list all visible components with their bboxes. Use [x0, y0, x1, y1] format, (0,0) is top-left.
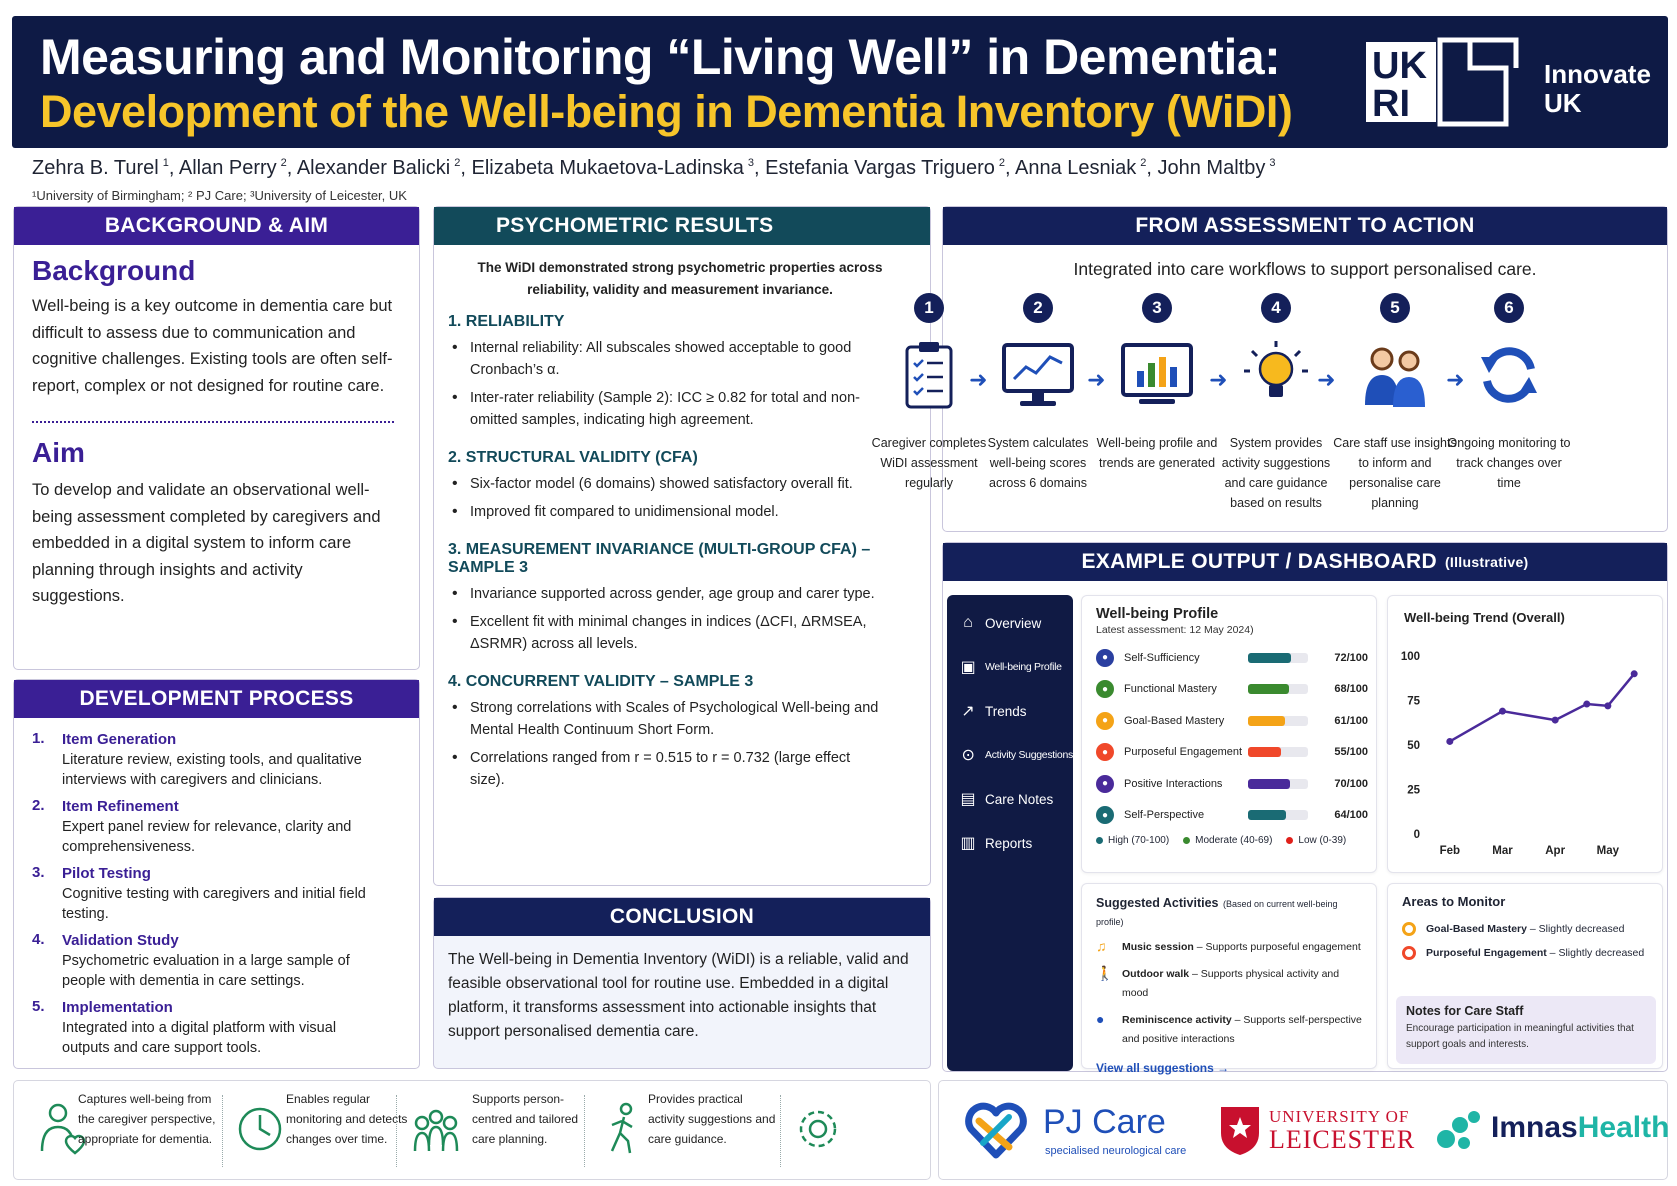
step-description: Cognitive testing with caregivers and initial field testing.	[62, 886, 366, 922]
nav-label: Overview	[985, 615, 1042, 631]
view-all-suggestions-link[interactable]: View all suggestions →	[1096, 1061, 1230, 1075]
leicester-shield-icon	[1219, 1105, 1261, 1157]
activity-description: – Supports physical activity and mood	[1122, 968, 1340, 999]
features-strip	[13, 1080, 931, 1180]
innovate-uk-logo	[1544, 60, 1651, 118]
development-process-panel	[13, 679, 420, 1069]
trend-point	[1604, 702, 1611, 709]
author-list	[32, 157, 1275, 180]
development-step	[32, 864, 405, 924]
action-step	[976, 293, 1100, 493]
profile-row	[1096, 642, 1376, 674]
profile-domain-label: Functional Mastery	[1124, 683, 1217, 696]
imnas-health-logo-mark	[1434, 1109, 1482, 1153]
wellbeing-trend-chart	[1388, 596, 1664, 874]
nav-label: Care Notes	[985, 791, 1054, 807]
profile-domain-label: Self-Sufficiency	[1124, 651, 1200, 664]
profile-score-fill	[1248, 779, 1290, 789]
bullet-text: Six-factor model (6 domains) showed satisfactory overall fit.	[470, 476, 853, 492]
suggested-activities-card	[1081, 883, 1377, 1075]
profile-score-fill	[1248, 747, 1281, 757]
clock-icon	[236, 1101, 284, 1162]
nav-item-reports[interactable]	[947, 821, 1073, 865]
profile-score-bar	[1248, 747, 1308, 757]
wellbeing-profile-card	[1081, 595, 1377, 873]
psychometric-bullet	[448, 387, 912, 431]
psychometric-bullet	[448, 697, 912, 741]
ukri-logo	[1366, 36, 1522, 128]
nav-item-overview[interactable]	[947, 601, 1073, 645]
leicester-line2: LEICESTER	[1269, 1125, 1416, 1154]
x-tick-label: Apr	[1545, 845, 1566, 857]
legend-item	[1286, 835, 1346, 846]
areas-to-monitor-card	[1387, 883, 1663, 1069]
arrow-right-icon: ➜	[1209, 367, 1228, 392]
trend-icon: ↗	[961, 703, 975, 720]
leicester-wordmark	[1269, 1107, 1415, 1153]
legend-swatch	[1286, 837, 1293, 844]
legend-swatch	[1183, 837, 1190, 844]
profile-row	[1096, 705, 1376, 737]
monitor-status: – Slightly decreased	[1526, 923, 1625, 935]
dashboard-header	[943, 543, 1667, 581]
development-process-header: DEVELOPMENT PROCESS	[14, 680, 419, 718]
monitor-chart-icon	[976, 335, 1100, 415]
health-name: Health	[1577, 1111, 1670, 1144]
step-number: 4.	[32, 931, 45, 948]
author-affiliation-number: 1	[162, 157, 169, 170]
warning-dot-icon	[1402, 946, 1416, 960]
profile-row	[1096, 674, 1376, 706]
step-text: Caregiver completes WiDI assessment regularly	[871, 436, 987, 490]
feature-divider	[396, 1095, 397, 1167]
background-aim-header: BACKGROUND & AIM	[14, 207, 419, 245]
activity-description: – Supports self-perspective and positive interactions	[1122, 1014, 1362, 1045]
step-number: 5.	[32, 998, 45, 1015]
dashboard-sidebar	[947, 595, 1073, 1071]
svg-text:UK: UK	[1372, 45, 1427, 87]
author-separator: ,	[286, 157, 297, 179]
psychometric-section-title: 3. MEASUREMENT INVARIANCE (MULTI-GROUP CFA) – SAMPLE 3	[448, 541, 871, 576]
step-number-badge: 1	[914, 293, 944, 323]
step-title: Implementation	[62, 999, 173, 1016]
x-tick-label: Feb	[1439, 845, 1461, 857]
author-affiliation-number: 2	[1140, 157, 1147, 170]
aim-title: Aim	[32, 437, 85, 468]
profile-domain-label: Positive Interactions	[1124, 777, 1223, 790]
step-description: Expert panel review for relevance, clarity and comprehensiveness.	[62, 819, 352, 855]
legend-swatch	[1096, 837, 1103, 844]
step-number: 3.	[32, 864, 45, 881]
nav-item-well-being-profile[interactable]	[947, 645, 1073, 689]
profile-row	[1096, 800, 1376, 832]
development-steps	[14, 718, 419, 1058]
step-number: 1.	[32, 730, 45, 747]
psychometric-sections	[448, 313, 912, 791]
dashboard-panel	[942, 542, 1668, 1075]
step-text: System calculates well-being scores across 6 domains	[987, 436, 1089, 490]
arrow-right-icon: ➜	[1317, 367, 1336, 392]
step-number-badge: 4	[1261, 293, 1291, 323]
activity-person-icon	[600, 1101, 648, 1162]
y-tick-label: 0	[1413, 829, 1420, 841]
feature-text: Enables regular monitoring and detects changes over time.	[286, 1092, 408, 1146]
profile-score-bar	[1248, 684, 1308, 694]
nav-item-activity-suggestions[interactable]	[947, 733, 1073, 777]
trend-point	[1552, 717, 1559, 724]
profile-score-value: 70/100	[1334, 777, 1368, 790]
bullet-text: Inter-rater reliability (Sample 2): ICC ≥ 0.82 for total and non-omitted samples, indicating high agreement.	[470, 390, 860, 428]
brain-icon: ●	[1096, 806, 1114, 824]
step-title: Validation Study	[62, 932, 179, 949]
development-step	[32, 730, 405, 790]
bullet-dot: •	[452, 339, 458, 356]
y-tick-label: 75	[1407, 695, 1420, 708]
bullet-dot: •	[452, 749, 458, 766]
bullet-text: Excellent fit with minimal changes in indices (ΔCFI, ΔRMSEA, ΔSRMR) across all levels.	[470, 614, 867, 652]
step-title: Pilot Testing	[62, 865, 151, 882]
arrow-right-icon: ➜	[1446, 367, 1465, 392]
suggested-title: Suggested Activities	[1096, 896, 1219, 910]
development-step	[32, 797, 405, 857]
author-separator: ,	[1005, 157, 1016, 179]
walking-icon: 🚶	[1096, 965, 1114, 981]
legend-label: High (70-100)	[1108, 835, 1170, 846]
bullet-dot: •	[452, 503, 458, 520]
chat-icon: ●	[1096, 775, 1114, 793]
nav-label: Reports	[985, 835, 1033, 851]
profile-row	[1096, 768, 1376, 800]
step-text: System provides activity suggestions and care guidance based on results	[1221, 436, 1331, 510]
author-name: Anna Lesniak	[1015, 157, 1137, 179]
action-step	[1214, 293, 1338, 513]
speech-bubble-icon: ●	[1096, 1011, 1105, 1027]
notes-title: Notes for Care Staff	[1406, 1004, 1524, 1018]
warning-dot-icon	[1402, 922, 1416, 936]
monitor-item	[1402, 941, 1652, 965]
step-number-badge: 3	[1142, 293, 1172, 323]
author-name: Elizabeta Mukaetova-Ladinska	[471, 157, 744, 179]
author-separator: ,	[1146, 157, 1158, 179]
monitor-status: – Slightly decreased	[1546, 947, 1645, 959]
dashboard-header-note: (Illustrative)	[1444, 554, 1529, 570]
monitor-item	[1402, 917, 1652, 941]
feature-text: Supports person-centred and tailored care planning.	[472, 1092, 579, 1146]
feature-divider	[584, 1095, 585, 1167]
assessment-to-action-panel	[871, 206, 1668, 532]
pjcare-logo-mark	[965, 1103, 1027, 1159]
nav-item-care-notes[interactable]	[947, 777, 1073, 821]
innovate-line2: UK	[1544, 88, 1582, 118]
profile-score-fill	[1248, 810, 1286, 820]
imnas-name: Imnas	[1491, 1111, 1578, 1144]
section-divider	[32, 421, 394, 423]
profile-score-value: 61/100	[1334, 714, 1368, 727]
author-affiliation-number: 2	[280, 157, 287, 170]
y-tick-label: 50	[1407, 740, 1420, 752]
profile-title: Well-being Profile	[1096, 606, 1219, 622]
profile-row	[1096, 737, 1376, 769]
profile-score-value: 68/100	[1334, 683, 1368, 696]
development-step	[32, 998, 405, 1058]
dashboard-bars-icon	[1095, 335, 1219, 415]
aim-text: To develop and validate an observational well-being assessment completed by caregivers and embedded in a digital system to inform care planning through insights and activity suggestions.	[32, 481, 381, 605]
caregiver-heart-icon	[36, 1101, 84, 1162]
svg-text:RI: RI	[1372, 83, 1410, 125]
profile-score-fill	[1248, 716, 1285, 726]
nav-label: Activity Suggestions	[985, 749, 1073, 761]
notes-text: Encourage participation in meaningful activities that support goals and interests.	[1406, 1023, 1634, 1050]
profile-score-fill	[1248, 653, 1291, 663]
profile-score-bar	[1248, 810, 1308, 820]
legend-label: Moderate (40-69)	[1195, 835, 1273, 846]
profile-domain-label: Goal-Based Mastery	[1124, 714, 1225, 727]
profile-score-bar	[1248, 716, 1308, 726]
legend-item	[1183, 835, 1272, 846]
profile-legend	[1096, 835, 1376, 846]
bullet-dot: •	[452, 699, 458, 716]
suggested-activity[interactable]	[1096, 938, 1366, 957]
affiliations: ¹University of Birmingham; ² PJ Care; ³University of Leicester, UK	[32, 188, 407, 203]
poster-title-line2: Development of the Well-being in Dementia Inventory (WiDI)	[40, 86, 1293, 137]
step-number-badge: 5	[1380, 293, 1410, 323]
action-step	[1333, 293, 1457, 513]
action-step	[1447, 293, 1571, 493]
gear-icon	[794, 1101, 842, 1162]
profile-score-bar	[1248, 653, 1308, 663]
care-staff-icon	[1333, 335, 1457, 415]
step-description: Integrated into a digital platform with visual outputs and care support tools.	[62, 1020, 337, 1056]
psychometric-section-title: 2. STRUCTURAL VALIDITY (CFA)	[448, 449, 698, 466]
background-aim-panel	[13, 206, 420, 670]
activity-name: Outdoor walk	[1122, 968, 1190, 980]
step-number-badge: 2	[1023, 293, 1053, 323]
legend-item	[1096, 835, 1169, 846]
author-name: Alexander Balicki	[296, 157, 451, 179]
trend-point	[1446, 738, 1453, 745]
psychometric-bullet	[448, 473, 912, 495]
y-tick-label: 25	[1407, 784, 1420, 797]
dashboard-header-title: EXAMPLE OUTPUT / DASHBOARD	[1081, 550, 1437, 573]
poster-title-line1: Measuring and Monitoring “Living Well” in Dementia:	[40, 29, 1281, 85]
author-separator: ,	[168, 157, 179, 179]
trend-point	[1499, 708, 1506, 715]
psychometric-results-panel	[433, 206, 931, 886]
music-icon: ♫	[1096, 938, 1107, 954]
author-affiliation-number: 2	[998, 157, 1006, 170]
activity-description: – Supports purposeful engagement	[1193, 941, 1361, 953]
partner-logos	[938, 1080, 1668, 1180]
background-text: Well-being is a key outcome in dementia care but difficult to assess due to communication and cognitive challenges. Existing tools are often self-report, complex or not designed for routine care.	[32, 297, 393, 395]
author-name: Allan Perry	[178, 157, 277, 179]
author-separator: ,	[754, 157, 766, 179]
profile-score-fill	[1248, 684, 1289, 694]
conclusion-text: The Well-being in Dementia Inventory (WiDI) is a reliable, valid and feasible observational tool for routine use. Embedded in a digital platform, it transforms assessment into actionable insights that support personalised dementia care.	[448, 951, 909, 1040]
author-affiliation-number: 3	[1269, 157, 1276, 170]
suggested-activity[interactable]	[1096, 1011, 1366, 1049]
author-affiliation-number: 3	[747, 157, 754, 170]
psychometric-intro: The WiDI demonstrated strong psychometric properties across reliability, validity and measurement invariance.	[477, 260, 883, 297]
psychometric-bullet	[448, 337, 912, 381]
y-tick-label: 100	[1400, 651, 1420, 663]
imnas-health-wordmark	[1491, 1111, 1669, 1145]
bullet-text: Strong correlations with Scales of Psychological Well-being and Mental Health Continuum Short Form.	[470, 700, 879, 738]
profile-score-value: 72/100	[1334, 651, 1368, 664]
bullet-text: Improved fit compared to unidimensional model.	[470, 504, 779, 520]
psychometric-section-title: 1. RELIABILITY	[448, 313, 565, 330]
bullet-text: Invariance supported across gender, age group and carer type.	[470, 586, 875, 602]
x-tick-label: May	[1596, 845, 1620, 857]
feature-divider	[222, 1095, 223, 1167]
step-title: Item Generation	[62, 731, 177, 748]
profile-icon: ▣	[960, 659, 976, 676]
report-icon: ▥	[960, 835, 976, 852]
step-text: Well-being profile and trends are generated	[1096, 436, 1218, 470]
psychometric-bullet	[448, 583, 912, 605]
development-step	[32, 931, 405, 991]
wellbeing-trend-card	[1387, 595, 1663, 873]
step-number: 2.	[32, 797, 45, 814]
assessment-to-action-header: FROM ASSESSMENT TO ACTION	[943, 207, 1667, 245]
suggested-note: (Based on current well-being profile)	[1096, 899, 1338, 927]
author-separator: ,	[460, 157, 472, 179]
legend-label: Low (0-39)	[1298, 835, 1347, 846]
step-description: Literature review, existing tools, and qualitative interviews with caregivers and clinicians.	[62, 752, 362, 788]
location-pin-icon: ⊙	[961, 747, 975, 764]
x-tick-label: Mar	[1492, 845, 1513, 857]
feature-divider	[780, 1095, 781, 1167]
psychometric-bullet	[448, 501, 912, 523]
bullet-dot: •	[452, 613, 458, 630]
psychometric-section-title: 4. CONCURRENT VALIDITY – SAMPLE 3	[448, 673, 754, 690]
action-intro: Integrated into care workflows to support personalised care.	[1073, 259, 1537, 279]
feature-text: Captures well-being from the caregiver perspective, appropriate for dementia.	[78, 1092, 216, 1146]
refresh-icon	[1447, 335, 1571, 415]
bullet-dot: •	[452, 585, 458, 602]
activity-name: Music session	[1122, 941, 1194, 953]
notes-icon: ▤	[960, 791, 976, 808]
profile-score-value: 64/100	[1334, 809, 1368, 822]
author-name: Estefania Vargas Triguero	[765, 157, 995, 179]
target-icon: ●	[1096, 680, 1114, 698]
home-icon: ⌂	[963, 614, 973, 631]
author-affiliation-number: 2	[454, 157, 461, 170]
step-number-badge: 6	[1494, 293, 1524, 323]
monitor-title: Areas to Monitor	[1402, 894, 1506, 909]
feature-text: Provides practical activity suggestions and care guidance.	[648, 1092, 776, 1146]
innovate-line1: Innovate	[1544, 59, 1651, 89]
chart-title: Well-being Trend (Overall)	[1404, 610, 1565, 625]
suggested-activity[interactable]	[1096, 965, 1366, 1003]
bullet-text: Internal reliability: All subscales showed acceptable to good Cronbach’s α.	[470, 340, 852, 378]
activity-name: Reminiscence activity	[1122, 1014, 1232, 1026]
leicester-line1: UNIVERSITY OF	[1269, 1107, 1410, 1126]
bullet-dot: •	[452, 475, 458, 492]
engagement-icon: ●	[1096, 743, 1114, 761]
care-staff-notes	[1396, 996, 1656, 1064]
profile-score-bar	[1248, 779, 1308, 789]
monitor-domain: Goal-Based Mastery	[1426, 923, 1527, 935]
people-group-icon	[412, 1101, 460, 1162]
poster-header	[12, 16, 1668, 148]
action-step	[1095, 293, 1219, 473]
pjcare-tagline: specialised neurological care	[1045, 1145, 1187, 1157]
author-name: Zehra B. Turel	[32, 157, 159, 179]
step-title: Item Refinement	[62, 798, 179, 815]
step-text: Ongoing monitoring to track changes over time	[1447, 436, 1571, 490]
bullet-text: Correlations ranged from r = 0.515 to r = 0.732 (large effect size).	[470, 750, 851, 788]
author-name: John Maltby	[1157, 157, 1266, 179]
psychometric-bullet	[448, 611, 912, 655]
psychometric-results-header: PSYCHOMETRIC RESULTS	[434, 207, 930, 245]
action-step	[867, 293, 991, 493]
conclusion-panel	[433, 897, 931, 1069]
bullet-dot: •	[452, 389, 458, 406]
profile-domain-label: Purposeful Engagement	[1124, 746, 1243, 759]
step-description: Psychometric evaluation in a large sample of people with dementia in care settings.	[62, 953, 350, 989]
profile-score-value: 55/100	[1334, 746, 1368, 759]
trend-point	[1583, 701, 1590, 708]
nav-label: Trends	[985, 703, 1027, 719]
person-icon: ●	[1096, 649, 1114, 667]
arrow-right-icon: ➜	[969, 367, 988, 392]
nav-label: Well-being Profile	[985, 661, 1062, 673]
goal-icon: ●	[1096, 712, 1114, 730]
arrow-right-icon: ➜	[1087, 367, 1106, 392]
profile-domain-label: Self-Perspective	[1124, 809, 1205, 822]
nav-item-trends[interactable]	[947, 689, 1073, 733]
profile-subtitle: Latest assessment: 12 May 2024)	[1096, 624, 1254, 636]
monitor-domain: Purposeful Engagement	[1426, 947, 1547, 959]
trend-point	[1631, 670, 1638, 677]
background-title: Background	[32, 255, 196, 286]
psychometric-bullet	[448, 747, 912, 791]
pjcare-name: PJ Care	[1043, 1103, 1166, 1141]
step-text: Care staff use insights to inform and personalise care planning	[1333, 436, 1457, 510]
conclusion-header: CONCLUSION	[434, 898, 930, 936]
